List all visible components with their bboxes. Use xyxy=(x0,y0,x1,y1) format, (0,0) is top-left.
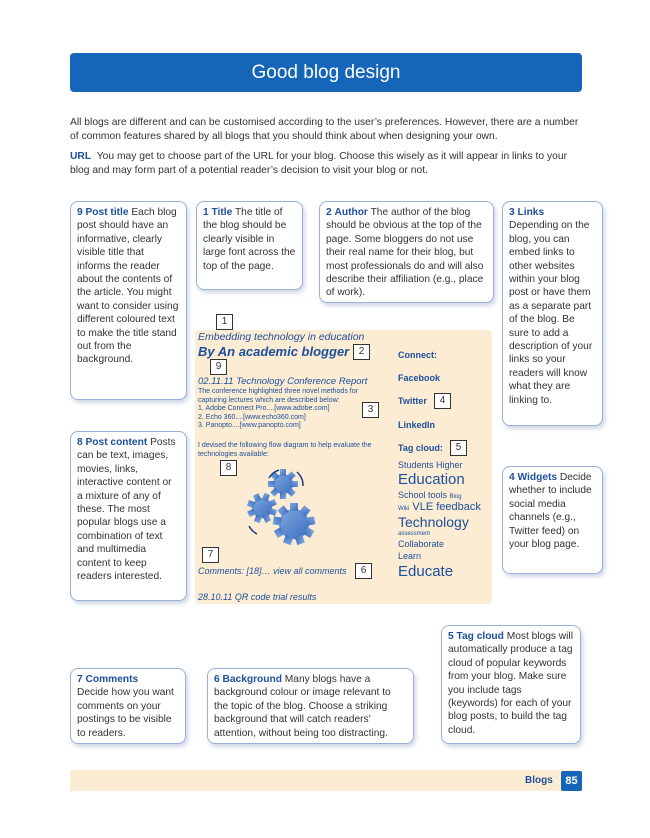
marker-post-content: 8 xyxy=(220,460,237,476)
mockup-flow-text: I devised the following flow diagram to help evaluate the technologies available: xyxy=(198,442,372,458)
gear-icon xyxy=(273,503,316,545)
callout-heading: Links xyxy=(517,207,545,218)
callout-post-content xyxy=(70,431,187,601)
callout-number: 9 xyxy=(77,207,83,218)
callout-heading: Title xyxy=(211,207,233,218)
marker-author: 2 xyxy=(353,344,370,360)
mockup-post-intro: The conference highlighted three novel methods for capturing lectures which are described below: xyxy=(198,388,358,404)
callout-post-title xyxy=(70,201,187,400)
mockup-tag-cloud-label: Tag cloud: xyxy=(398,443,443,453)
callout-tag-cloud xyxy=(441,625,581,744)
intro-paragraph: All blogs are different and can be customised according to the user’s preferences. However, there are a number of common features shared by all blogs that you should think about when designing your own. xyxy=(70,117,579,142)
callout-widgets xyxy=(502,466,603,574)
callout-text: Decide whether to include social media channels (e.g., Twitter feed) on your blog page. xyxy=(509,472,592,551)
tag-blog[interactable]: Blog xyxy=(449,494,462,500)
callout-heading: Tag cloud xyxy=(456,631,504,642)
callout-text: The title of the blog should be clearly visible in large font across the top of the page. xyxy=(203,207,296,272)
callout-text: Posts can be text, images, movies, links, interactive content or a mixture of any of these. The most popular blogs use a combination of text and multimedia content to keep readers interested. xyxy=(77,437,176,583)
marker-links: 3 xyxy=(362,402,379,418)
callout-text: Depending on the blog, you can embed links to other websites within your blog post or have them as a separate part of the blog. Be sure to add a description of your links so your readers will know what they are linking to. xyxy=(509,220,593,406)
callout-heading: Widgets xyxy=(517,472,558,483)
mockup-blog-title: Embedding technology in education xyxy=(198,331,365,343)
flow-diagram-gears xyxy=(235,468,335,558)
gear-icon xyxy=(247,493,277,523)
callout-text: The author of the blog should be obvious at the top of the page. Some bloggers do not use their real name for their blog, but most professionals do and will also describe their affiliation (e.g., place of work). xyxy=(326,207,484,299)
url-paragraph xyxy=(70,150,585,177)
callout-text: Decide how you want comments on your postings to be visible to readers. xyxy=(77,687,174,739)
tag-wiki-vle xyxy=(398,501,481,513)
callout-number: 8 xyxy=(77,437,83,448)
tag-students-higher[interactable]: Students Higher xyxy=(398,460,463,470)
mockup-link-1[interactable]: 1. Adobe Connect Pro....[www.adobe.com] xyxy=(198,405,330,412)
page-number: 85 xyxy=(561,771,582,791)
callout-heading: Background xyxy=(222,674,282,685)
tag-vle-feedback[interactable]: VLE feedback xyxy=(412,501,481,513)
marker-widgets: 4 xyxy=(434,393,451,409)
mockup-linkedin-link[interactable]: LinkedIn xyxy=(398,420,436,430)
callout-background xyxy=(207,668,414,744)
callout-links xyxy=(502,201,603,426)
tag-wiki[interactable]: Wiki xyxy=(398,506,410,512)
tag-education[interactable]: Education xyxy=(398,471,465,488)
tag-technology[interactable]: Technology xyxy=(398,514,469,530)
mockup-link-list xyxy=(198,405,368,431)
callout-title xyxy=(196,201,303,290)
mockup-facebook-link[interactable]: Facebook xyxy=(398,373,441,383)
callout-number: 7 xyxy=(77,674,83,685)
url-text: You may get to choose part of the URL for your blog. Choose this wisely as it will appear in links to your blog and may form part of a potential reader’s decision to visit your blog or not. xyxy=(70,151,567,176)
url-label: URL xyxy=(70,151,92,162)
callout-text: Each blog post should have an informative, clearly visible title that informs the reader about the contents of the article. You might want to consider using different coloured text to make the title stand out from the background. xyxy=(77,207,179,366)
tag-educate[interactable]: Educate xyxy=(398,563,454,580)
marker-tag-cloud: 5 xyxy=(450,440,467,456)
page-title: Good blog design xyxy=(70,53,582,92)
marker-title: 1 xyxy=(216,314,233,330)
callout-heading: Comments xyxy=(85,674,139,685)
callout-heading: Author xyxy=(334,207,368,218)
marker-post-title: 9 xyxy=(210,359,227,375)
callout-author xyxy=(319,201,494,303)
blog-mockup xyxy=(195,330,492,604)
marker-comments: 7 xyxy=(202,547,219,563)
tag-learn[interactable]: Learn xyxy=(398,551,422,561)
mockup-post-title: 02.11.11 Technology Conference Report xyxy=(198,376,368,387)
marker-background: 6 xyxy=(355,563,372,579)
callout-text: Many blogs have a background colour or image relevant to the topic of the blog. Choose a striking background that will catch readers’ attention, without being too distracting. xyxy=(214,674,391,739)
tag-school-tools-blog xyxy=(398,490,462,500)
callout-text: Most blogs will automatically produce a tag cloud of popular keywords from your blog. Make sure you include tags (keywords) for each of your blog posts, to build the tag cloud. xyxy=(448,631,573,736)
footer-section: Blogs xyxy=(525,775,553,786)
mockup-next-post[interactable]: 28.10.11 QR code trial results xyxy=(198,592,317,602)
tag-school-tools[interactable]: School tools xyxy=(398,490,448,500)
mockup-link-3[interactable]: 3. Panopto....[www.panopto.com] xyxy=(198,422,301,429)
mockup-twitter-link[interactable]: Twitter xyxy=(398,396,427,406)
callout-number: 2 xyxy=(326,207,332,218)
callout-number: 1 xyxy=(203,207,209,218)
footer-bar xyxy=(70,770,582,791)
callout-number: 5 xyxy=(448,631,454,642)
callout-heading: Post content xyxy=(85,437,148,448)
callout-number: 3 xyxy=(509,207,515,218)
mockup-author: By An academic blogger xyxy=(198,344,350,359)
callout-number: 4 xyxy=(509,472,515,483)
callout-number: 6 xyxy=(214,674,220,685)
mockup-connect-label: Connect: xyxy=(398,350,437,360)
tag-collaborate[interactable]: Collaborate xyxy=(398,539,445,549)
mockup-link-2[interactable]: 2. Echo 360....[www.echo360.com] xyxy=(198,413,306,421)
callout-heading: Post title xyxy=(85,207,129,218)
callout-comments xyxy=(70,668,186,744)
mockup-comments-link[interactable]: Comments: [18]… view all comments xyxy=(198,566,347,576)
tag-assessment[interactable]: assessment xyxy=(398,531,431,537)
